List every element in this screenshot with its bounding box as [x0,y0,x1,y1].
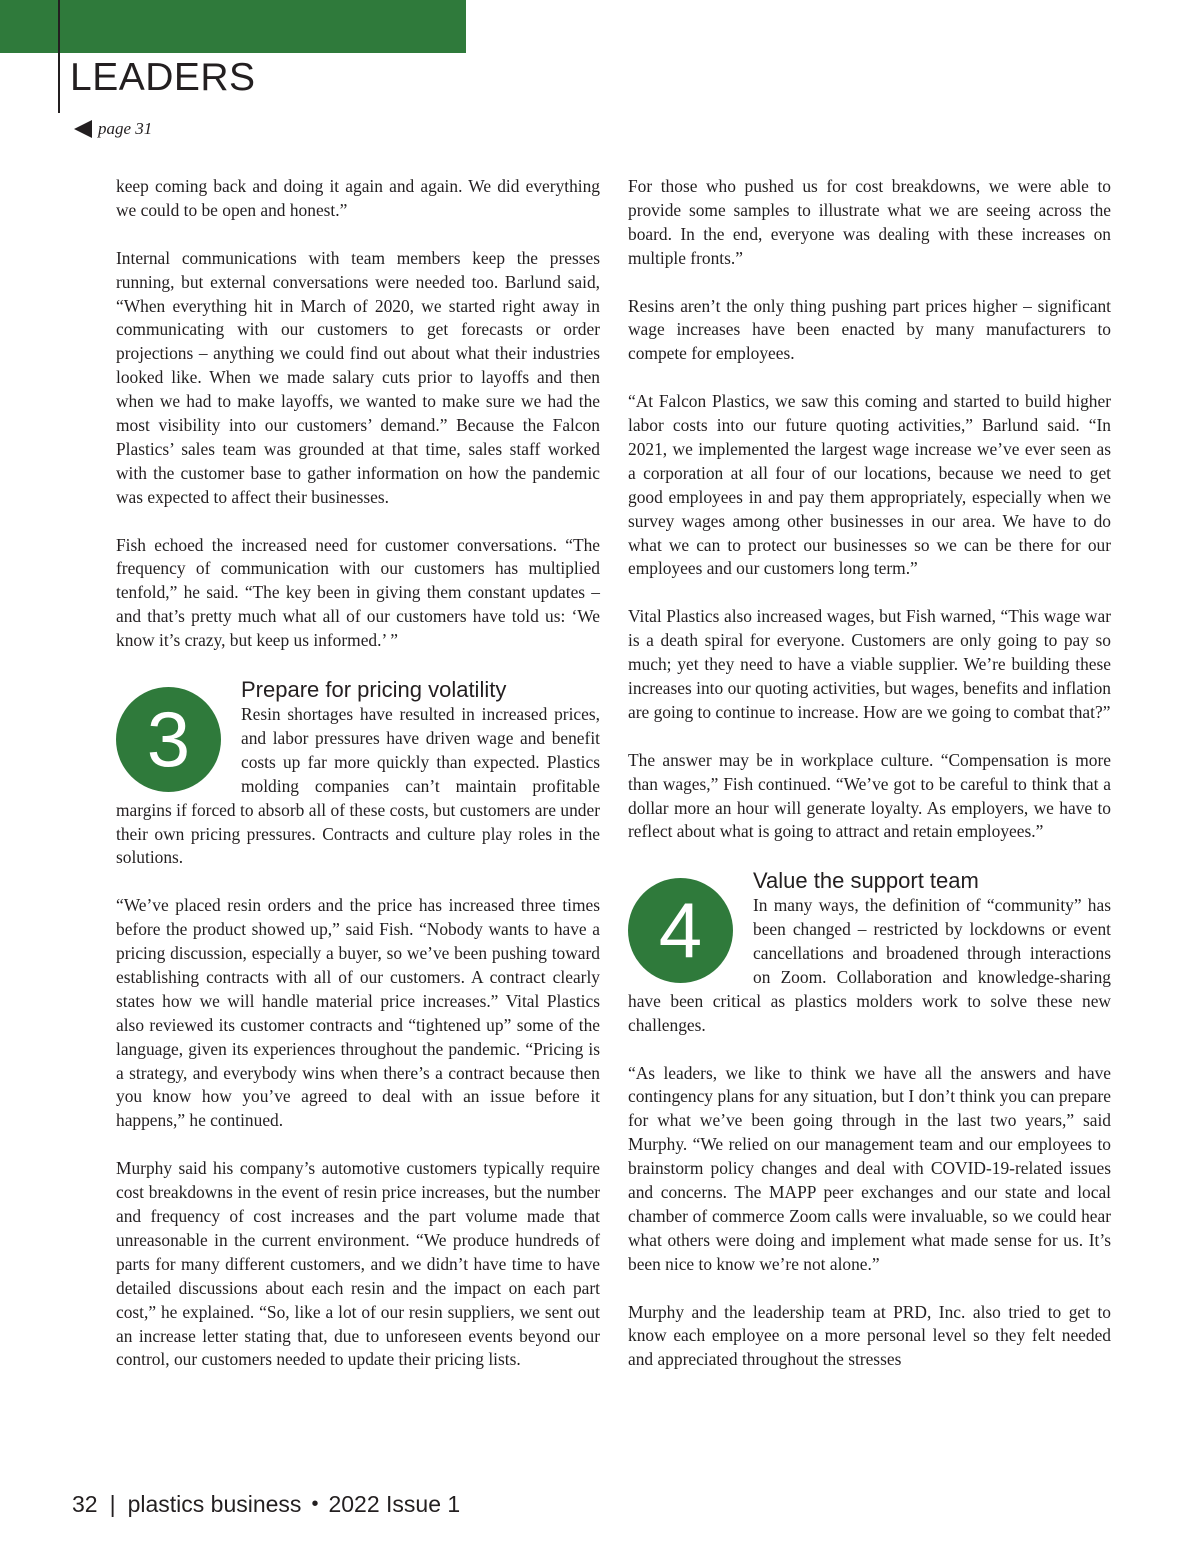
paragraph: Resin shortages have resulted in increased prices, and labor pressures have driven wage and benefit costs up far more quickly than expected. Plastics molding companies can’t maintain profitable margins if forced to absorb all of these costs, but customers are under their own pricing pressures. Contracts and culture play roles in the solutions. [116,703,600,868]
paragraph: “As leaders, we like to think we have all the answers and have contingency plans for any situation, but I don’t think you can prepare for what we’ve been going through in the last two years,” said Murphy. “We relied on our management team and our employees to brainstorm policy changes and deal with COVID-19-related issues and concerns. The MAPP peer exchanges and our state and local chamber of commerce Zoom calls were invaluable, so we could hear what others were doing and implement what made sense for us. It’s been nice to know we’re not alone.” [628,1062,1111,1274]
paragraph: Vital Plastics also increased wages, but Fish warned, “This wage war is a death spiral for everyone. Customers are only going to pay so much; yet they need to have a viable supplier. We’re building these increases into our quoting activities, but wages, benefits and inflation are going to continue to increase. How are we going to combat that?” [628,606,1111,722]
issue-label: 2022 Issue 1 [328,1491,461,1517]
page-footer [72,1491,460,1518]
header-divider-line [58,0,60,113]
paragraph: Fish echoed the increased need for customer conversations. “The frequency of communication with our customers has multiplied tenfold,” he said. “The key been in giving them constant updates – and that’s pretty much what all of our customers have told us: ‘We know it’s crazy, but keep us informed.’ ” [116,534,600,651]
paragraph: “We’ve placed resin orders and the price has increased three times before the product showed up,” said Fish. “Nobody wants to have a pricing discussion, especially a buyer, so we’ve been pushing toward establishing contracts with all of our customers. A contract clearly states how we will handle material price increases.” Vital Plastics also reviewed its customer contracts and “tightened up” some of the language, given its experiences throughout the pandemic. “Pricing is a strategy, and everybody wins when there’s a contract because then you know how you’ve agreed to deal with an issue before it happens,” he continued. [116,895,600,1131]
section-4-block [628,868,1111,1037]
header-color-bar [0,0,466,53]
paragraph: “At Falcon Plastics, we saw this coming and started to build higher labor costs into our future quoting activities,” Barlund said. “In 2021, we implemented the largest wage increase we’ve ever seen as a corporation at all four of our locations, because we need to get good employees in and pay them appropriately, especially when we survey wages among other businesses in our area. We have to do what we can to protect our businesses so we can be there for our employees and our customers long term.” [628,391,1111,579]
paragraph: For those who pushed us for cost breakdowns, we were able to provide some samples to illustrate what we are seeing across the board. In the end, everyone was dealing with these increases on multiple fronts.” [628,176,1111,268]
paragraph: Resins aren’t the only thing pushing part prices higher – significant wage increases have been enacted by many manufacturers to compete for employees. [628,295,1111,364]
paragraph: Murphy said his company’s automotive customers typically require cost breakdowns in the event of resin price increases, but the number and frequency of cost increases and the part volume made that unreasonable in the current environment. “We produce hundreds of parts for many different customers, and we didn’t have time to have detailed discussions about each resin and the impact on each part cost,” he explained. “So, like a lot of our resin suppliers, we sent out an increase letter stating that, due to unforeseen events beyond our control, our customers needed to update their pricing lists. [116,1158,600,1370]
section-number-badge: 4 [628,878,733,983]
publication-name: plastics business [127,1491,302,1517]
left-column [116,175,600,1396]
paragraph: The answer may be in workplace culture. “Compensation is more than wages,” Fish continued. “We’ve got to be careful to think that a dollar more an hour will generate loyalty. As employers, we have to reflect about what is going to attract and retain employees.” [628,749,1111,842]
previous-page-link[interactable] [74,119,152,139]
paragraph: keep coming back and doing it again and again. We did everything we could to be open and honest.” [116,176,600,220]
footer-bullet: • [311,1493,319,1515]
paragraph: Murphy and the leadership team at PRD, Inc. also tried to get to know each employee on a more personal level so they felt needed and appreciated throughout the stresses [628,1301,1111,1370]
previous-page-label: page 31 [98,119,153,138]
paragraph: Internal communications with team members keep the presses running, but external conversations were needed too. Barlund said, “When everything hit in March of 2020, we started right away in communicating with our customers to get forecasts or order projections – anything we could find out about what their industries looked like. When we made salary cuts prior to layoffs and then when we had to make layoffs, we wanted to make sure we had the most visibility into our customers’ demand.” Because the Falcon Plastics’ sales team was grounded at that time, sales staff worked with the customer base to gather information on how the pandemic was expected to affect their businesses. [116,247,600,507]
page-number: 32 [72,1491,98,1517]
section-heading: Value the support team [753,868,979,894]
section-heading: Prepare for pricing volatility [241,676,507,702]
arrow-left-icon [74,120,92,138]
section-title: LEADERS [70,56,256,99]
section-number-badge: 3 [116,687,221,792]
paragraph: In many ways, the definition of “community” has been changed – restricted by lockdowns or event cancellations and broadened through interactions on Zoom. Collaboration and knowledge-sharing have been critical as plastics molders work to solve these new challenges. [628,895,1111,1035]
footer-separator: | [109,1491,116,1517]
right-column [628,175,1111,1396]
section-3-block [116,677,600,870]
